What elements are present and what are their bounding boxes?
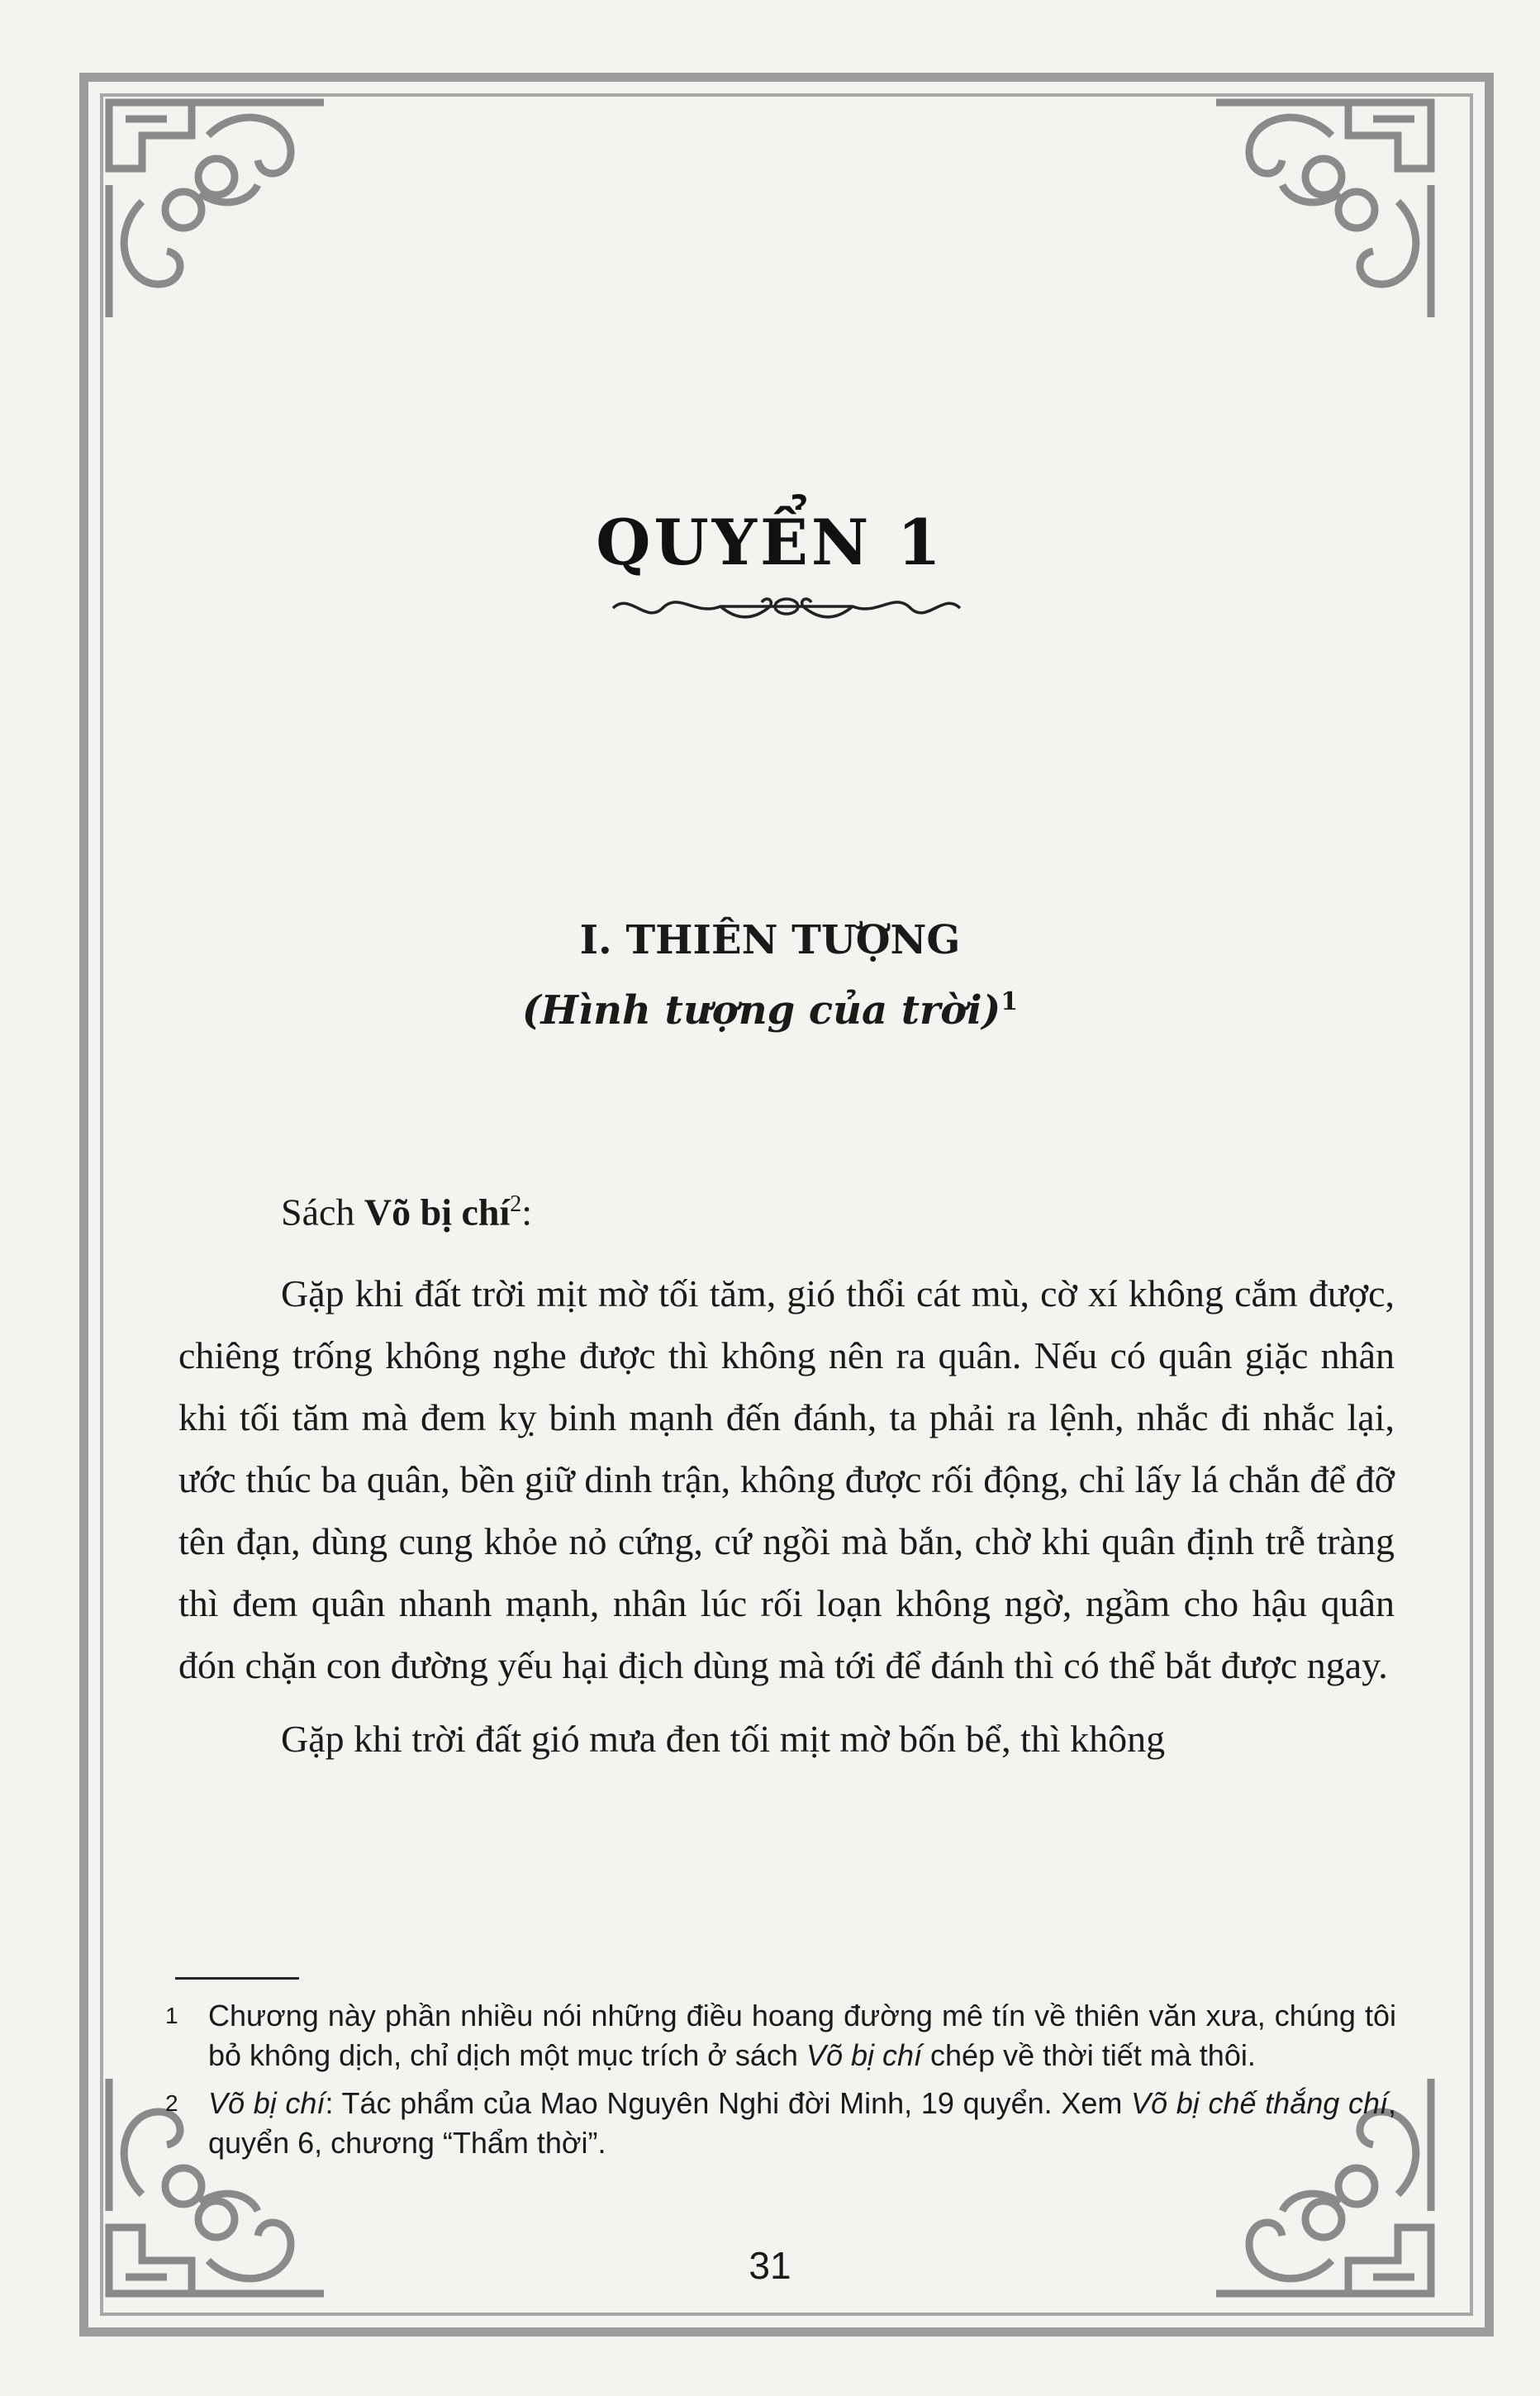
footnote-text: : Tác phẩm của Mao Nguyên Nghi đời Minh, 19 quyển. Xem (325, 2086, 1132, 2120)
footnotes (165, 1996, 1396, 2171)
footnote-ref-2: 2 (510, 1191, 522, 1217)
footnote-text: Chương này phần nhiều nói những điều hoang đường mê tín về thiên văn xưa, chúng tôi bỏ không dịch, chỉ dịch một mục trích ở sách (208, 1999, 1396, 2072)
footnote-number: 2 (165, 2090, 178, 2116)
subheading-text: (Hình tượng của trời) (521, 987, 1001, 1034)
footnote-text: chép về thời tiết mà thôi. (922, 2038, 1256, 2072)
footnote-italic: Võ bị chí (208, 2086, 326, 2120)
footnote-1 (165, 1996, 1396, 2075)
footnote-text: , quyển 6, chương “Thẩm thời”. (208, 2086, 1396, 2160)
corner-ornament-top-right (1200, 86, 1447, 334)
footnote-number: 1 (165, 2003, 178, 2028)
section-subheading (0, 987, 1540, 1034)
corner-ornament-icon (1200, 86, 1447, 334)
lead-suffix: : (521, 1191, 533, 1234)
lead-line (178, 1173, 1395, 1243)
footnote-2 (165, 2084, 1396, 2163)
corner-ornament-top-left (93, 86, 340, 334)
lead-prefix: Sách (281, 1191, 364, 1234)
footnote-italic: Võ bị chế thắng chí (1131, 2086, 1388, 2120)
chapter-title: QUYỂN 1 (596, 506, 944, 579)
paragraph-2: Gặp khi trời đất gió mưa đen tối mịt mờ bốn bể, thì không (281, 1718, 1166, 1761)
page-number: 31 (749, 2244, 791, 2287)
corner-ornament-icon (93, 86, 340, 334)
section-heading: I. THIÊN TƯỢNG (579, 917, 961, 963)
title-flourish-ornament (605, 575, 968, 633)
main-text (178, 1173, 1395, 1781)
paragraph-1: Gặp khi đất trời mịt mờ tối tăm, gió thổi cát mù, cờ xí không cắm được, chiêng trống không nghe được thì không nên ra quân. Nếu có quân giặc nhân khi tối tăm mà đem kỵ binh mạnh đến đánh, ta phải ra lệnh, nhắc đi nhắc lại, ước thúc ba quân, bền giữ dinh trận, không được rối động, chỉ lấy lá chắn để đỡ tên đạn, dùng cung khỏe nỏ cứng, cứ ngồi mà bắn, chờ khi quân định trễ tràng thì đem quân nhanh mạnh, nhân lúc rối loạn không ngờ, ngầm cho hậu quân đón chặn con đường yếu hại địch dùng mà tới để đánh thì có thể bắt được ngay. (178, 1272, 1395, 1687)
footnote-italic: Võ bị chí (806, 2038, 923, 2072)
book-title-bold: Võ bị chí (364, 1191, 511, 1234)
flourish-icon (605, 575, 968, 633)
footnote-separator (175, 1977, 299, 1980)
footnote-ref-1: 1 (1001, 987, 1019, 1016)
